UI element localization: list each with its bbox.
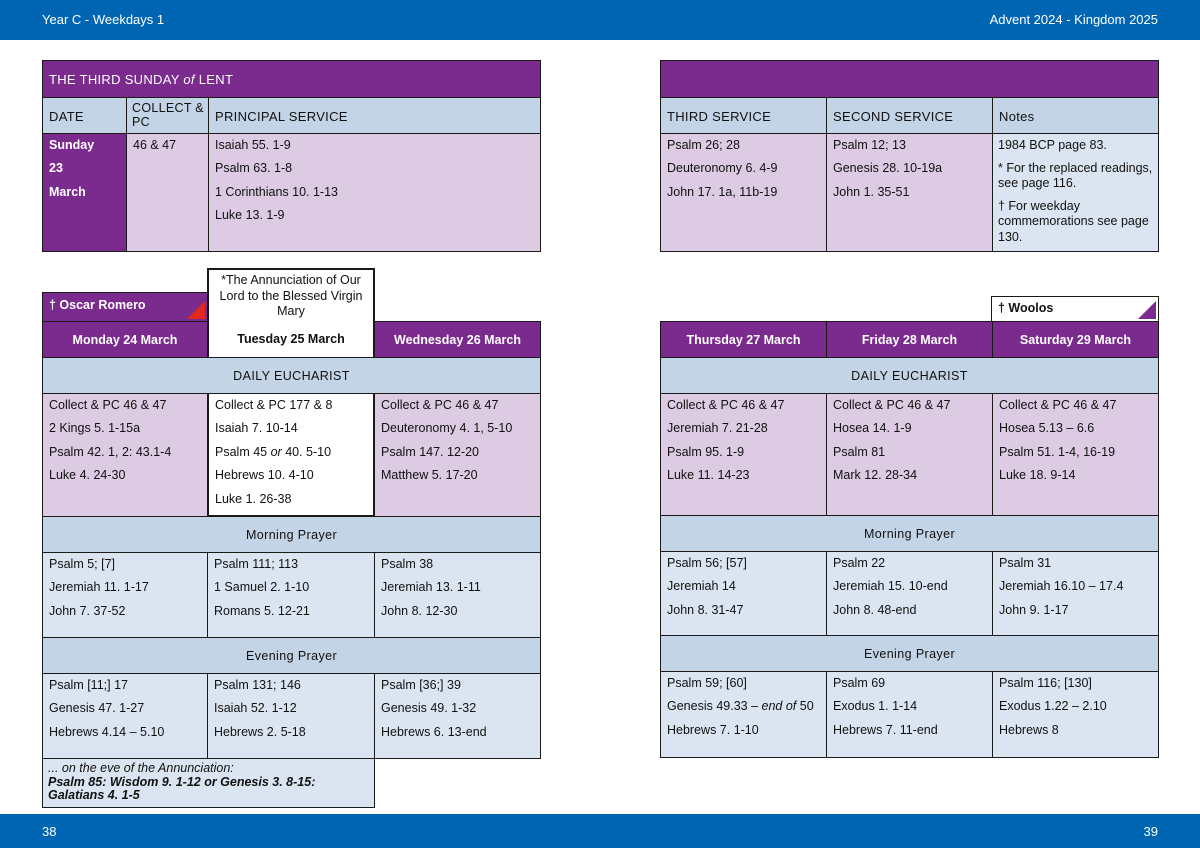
right-page-number: 39 [1143, 824, 1158, 839]
sunday-title-part2: LENT [194, 72, 234, 87]
reading-line: Sunday [49, 138, 95, 152]
annunciation-box [207, 268, 375, 322]
reading-line: Collect & PC 46 & 47 [381, 398, 499, 412]
reading-line: Hebrews 7. 1-10 [667, 722, 759, 737]
reading-line: Psalm 26; 28 [667, 138, 740, 152]
reading-line: Isaiah 7. 10-14 [215, 421, 298, 436]
day-header-saturday: Saturday 29 March [992, 321, 1159, 358]
sunday-date-cell [43, 134, 126, 251]
reading-line: Psalm 69 [833, 676, 886, 690]
morning-wednesday [374, 552, 541, 638]
reading-line: Luke 13. 1-9 [215, 208, 285, 223]
reading-line: Psalm 45 or 40. 5-10 [215, 444, 332, 459]
day-header-monday: Monday 24 March [42, 321, 208, 358]
reading-line: Deuteronomy 4. 1, 5-10 [381, 421, 513, 436]
band-morning-prayer: Morning Prayer [42, 516, 541, 553]
sunday-table [42, 60, 541, 252]
reading-line: Psalm 59; [60] [667, 676, 747, 690]
purple-triangle-icon [1138, 301, 1156, 319]
reading-line: Psalm 131; 146 [214, 678, 301, 692]
col-date: DATE [49, 109, 84, 124]
sunday-title [49, 72, 233, 87]
reading-line: Luke 18. 9-14 [999, 468, 1076, 483]
morning-monday [42, 552, 208, 638]
reading-line: Psalm 95. 1-9 [667, 444, 745, 459]
reading-line: Jeremiah 7. 21-28 [667, 421, 768, 436]
note-item: * For the replaced readings, see page 116. [998, 160, 1153, 190]
reading-line: Collect & PC 177 & 8 [215, 398, 333, 412]
reading-line: Luke 1. 26-38 [215, 491, 292, 506]
reading-line: Hebrews 2. 5-18 [214, 724, 306, 739]
evening-friday [826, 671, 993, 758]
note-item: 1984 BCP page 83. [998, 138, 1107, 152]
header-right-title: Advent 2024 - Kingdom 2025 [989, 12, 1158, 27]
band-daily-eucharist-right: DAILY EUCHARIST [660, 357, 1159, 394]
reading-line: Psalm 12; 13 [833, 138, 906, 152]
col-collect-cell [126, 98, 208, 134]
left-page-number: 38 [42, 824, 57, 839]
reading-line: Collect & PC 46 & 47 [667, 398, 785, 412]
reading-line: 1 Corinthians 10. 1-13 [215, 184, 338, 199]
reading-line: Genesis 28. 10-19a [833, 161, 943, 176]
second-service-cell [826, 134, 992, 251]
sunday-collect-cell [126, 134, 208, 251]
day-header-tuesday: Tuesday 25 March [207, 321, 375, 358]
morning-thursday [660, 551, 827, 636]
morning-friday [826, 551, 993, 636]
reading-line: John 8. 12-30 [381, 603, 458, 618]
reading-line: Psalm 5; [7] [49, 557, 115, 571]
col-notes-cell [992, 98, 1158, 134]
eucharist-thursday [660, 393, 827, 516]
reading-line: John 9. 1-17 [999, 602, 1069, 617]
third-service-cell [661, 134, 826, 251]
reading-line: Jeremiah 13. 1-11 [381, 580, 481, 595]
reading-line: Hebrews 10. 4-10 [215, 468, 314, 483]
col-third-service: THIRD SERVICE [667, 109, 772, 124]
day-header-friday: Friday 28 March [826, 321, 993, 358]
reading-line: Hebrews 7. 11-end [833, 722, 938, 737]
sunday-services-table [660, 60, 1159, 252]
eucharist-friday [826, 393, 993, 516]
day-header-wednesday: Wednesday 26 March [374, 321, 541, 358]
reading-line: Psalm 51. 1-4, 16-19 [999, 444, 1116, 459]
col-collect: COLLECT & PC [132, 101, 204, 129]
services-col-header-row [661, 98, 1158, 134]
reading-line: John 1. 35-51 [833, 184, 910, 199]
reading-line: Romans 5. 12-21 [214, 603, 310, 618]
reading-line: 23 [49, 161, 63, 176]
reading-line: Psalm 38 [381, 557, 434, 571]
note-item: † For weekday commemorations see page 130. [998, 198, 1149, 244]
reading-line: Psalm 56; [57] [667, 556, 747, 570]
band-daily-eucharist: DAILY EUCHARIST [42, 357, 541, 394]
reading-line: Collect & PC 46 & 47 [833, 398, 951, 412]
sunday-title-of: of [183, 72, 195, 87]
right-week-table [660, 321, 1159, 759]
col-notes: Notes [999, 109, 1035, 124]
reading-line: Mark 12. 28-34 [833, 468, 918, 483]
reading-line: Psalm 63. 1-8 [215, 161, 293, 176]
reading-line: 1 Samuel 2. 1-10 [214, 580, 310, 595]
sunday-collect: 46 & 47 [133, 138, 177, 152]
reading-line: Genesis 49.33 – end of 50 [667, 699, 814, 714]
reading-line: Hebrews 4.14 – 5.10 [49, 724, 165, 739]
reading-line: March [49, 184, 86, 199]
commemoration-oscar-romero [42, 292, 208, 322]
reading-line: 2 Kings 5. 1-15a [49, 421, 141, 436]
reading-line: Jeremiah 15. 10-end [833, 579, 948, 594]
reading-line: Genesis 47. 1-27 [49, 701, 145, 716]
reading-line: Psalm 81 [833, 444, 886, 459]
sunday-title-part1: THE THIRD SUNDAY [49, 72, 184, 87]
eve-note-line: ... on the eve of the Annunciation: [48, 761, 234, 775]
reading-line: Psalm 31 [999, 556, 1052, 570]
reading-line: Psalm 147. 12-20 [381, 444, 479, 459]
reading-line: John 7. 37-52 [49, 603, 126, 618]
col-second-cell [826, 98, 992, 134]
page-header [0, 0, 1200, 40]
left-week-table [42, 321, 541, 809]
reading-line: Psalm 42. 1, 2: 43.1-4 [49, 444, 172, 459]
band-morning-prayer-right: Morning Prayer [660, 515, 1159, 552]
reading-line: Matthew 5. 17-20 [381, 468, 478, 483]
reading-line: Exodus 1. 1-14 [833, 699, 918, 714]
eucharist-wednesday [374, 393, 541, 517]
reading-line: Psalm 111; 113 [214, 557, 299, 571]
eve-note-line: Galatians 4. 1-5 [48, 788, 140, 802]
sunday-principal-cell [208, 134, 540, 251]
reading-line: John 8. 48-end [833, 602, 917, 617]
reading-line: Isaiah 52. 1-12 [214, 701, 297, 716]
evening-wednesday [374, 673, 541, 759]
band-evening-prayer: Evening Prayer [42, 637, 541, 674]
reading-line: Psalm [11;] 17 [49, 678, 128, 692]
reading-line: Collect & PC 46 & 47 [999, 398, 1117, 412]
evening-saturday [992, 671, 1159, 758]
eucharist-monday [42, 393, 208, 517]
reading-line: John 17. 1a, 11b-19 [667, 184, 778, 199]
col-second-service: SECOND SERVICE [833, 109, 954, 124]
sunday-title-bar [43, 61, 540, 98]
commemoration-sat-label: † Woolos [998, 301, 1054, 315]
reading-line: Luke 11. 14-23 [667, 468, 750, 483]
sunday-title-bar-right [661, 61, 1158, 98]
day-header-thursday: Thursday 27 March [660, 321, 827, 358]
reading-line: Collect & PC 46 & 47 [49, 398, 167, 412]
morning-tuesday [207, 552, 375, 638]
annunciation-eve-note [42, 758, 375, 808]
sunday-col-header-row [43, 98, 540, 134]
reading-line: Isaiah 55. 1-9 [215, 138, 291, 152]
eve-note-line: Psalm 85: Wisdom 9. 1-12 or Genesis 3. 8-15: [48, 774, 316, 789]
reading-line: Jeremiah 14 [667, 579, 736, 594]
morning-saturday [992, 551, 1159, 636]
reading-line: Hosea 5.13 – 6.6 [999, 421, 1095, 436]
reading-line: Jeremiah 11. 1-17 [49, 580, 149, 595]
notes-cell [992, 134, 1158, 251]
reading-line: Hebrews 8 [999, 722, 1059, 737]
commemoration-mon-label: † Oscar Romero [49, 298, 146, 312]
evening-monday [42, 673, 208, 759]
reading-line: Luke 4. 24-30 [49, 468, 126, 483]
col-principal-cell [208, 98, 540, 134]
reading-line: Hosea 14. 1-9 [833, 421, 912, 436]
band-evening-prayer-right: Evening Prayer [660, 635, 1159, 672]
evening-thursday [660, 671, 827, 758]
reading-line: Exodus 1.22 – 2.10 [999, 699, 1107, 714]
reading-line: Genesis 49. 1-32 [381, 701, 477, 716]
reading-line: Jeremiah 16.10 – 17.4 [999, 579, 1124, 594]
annunciation-title: *The Annunciation of Our Lord to the Blessed Virgin Mary [219, 273, 363, 318]
header-left-title: Year C - Weekdays 1 [42, 12, 165, 27]
reading-line: Hebrews 6. 13-end [381, 724, 487, 739]
reading-line: Psalm 22 [833, 556, 886, 570]
eucharist-saturday [992, 393, 1159, 516]
eucharist-tuesday [207, 393, 375, 517]
commemoration-woolos [991, 296, 1159, 322]
reading-line: Psalm 116; [130] [999, 676, 1092, 690]
red-triangle-icon [187, 301, 205, 319]
reading-line: Deuteronomy 6. 4-9 [667, 161, 778, 176]
page-footer [0, 814, 1200, 848]
evening-tuesday [207, 673, 375, 759]
reading-line: Psalm [36;] 39 [381, 678, 461, 692]
reading-line: John 8. 31-47 [667, 602, 744, 617]
col-principal: PRINCIPAL SERVICE [215, 109, 348, 124]
